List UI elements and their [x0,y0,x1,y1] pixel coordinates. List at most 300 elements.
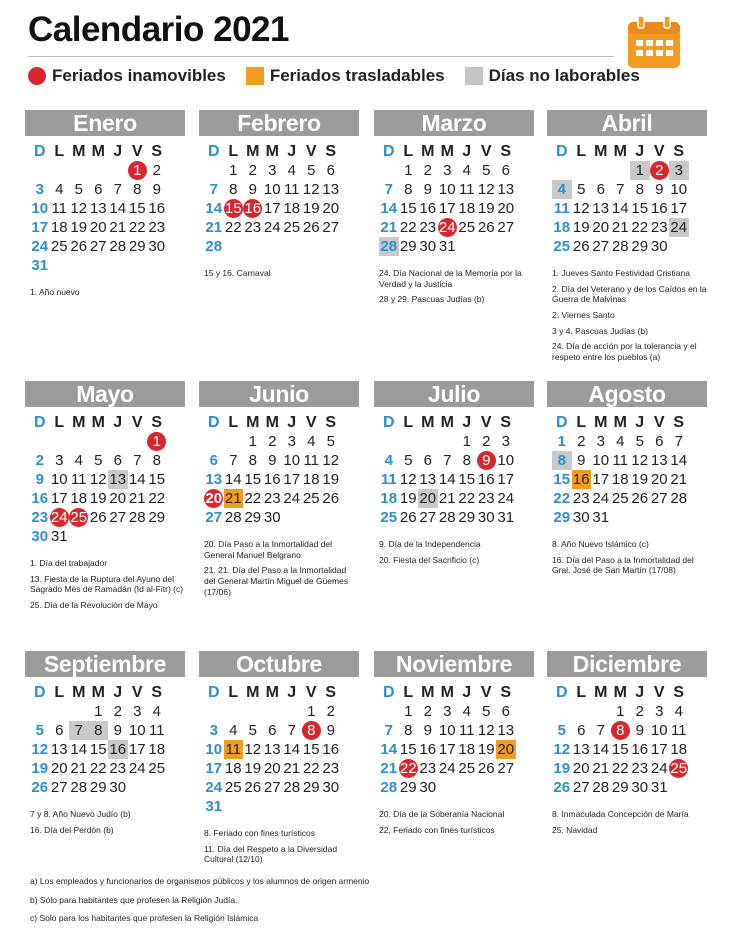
day-cell: 13 [419,471,437,488]
weekday-header: M [440,414,454,431]
day-cell: 21 [205,219,223,236]
weekday-header: M [72,143,86,160]
day-cell: 11 [612,452,629,469]
day-cell: 26 [322,490,340,507]
day-cell: 6 [326,162,335,179]
day-cell: 3 [209,722,218,739]
empty-cell [108,161,128,180]
day-cell: 1 [147,432,167,451]
day-cell: 5 [94,452,103,469]
weekday-header: M [246,684,260,701]
day-cell: 14 [109,200,127,217]
day-cell: 1 [630,161,650,180]
weekday-header: D [555,143,568,160]
day-cell: 22 [631,219,649,236]
day-cell: 2 [635,703,644,720]
weekday-header: M [613,684,627,701]
empty-cell [552,161,572,180]
day-cell: 21 [109,219,127,236]
day-cell: 23 [419,760,437,777]
day-cell: 1 [462,433,471,450]
empty-cell [50,702,70,721]
empty-cell [30,702,50,721]
weekday-header: D [33,143,46,160]
weekday-header: L [54,684,65,701]
day-cell: 22 [302,760,320,777]
weekday-header: M [613,414,627,431]
day-cell: 16 [322,741,340,758]
month-name: Abril [547,110,707,136]
day-cell: 5 [326,433,335,450]
month-name: Enero [25,110,185,136]
day-cell: 3 [133,703,142,720]
day-cell: 5 [404,452,413,469]
day-cell: 22 [458,490,476,507]
day-cell: 17 [497,471,515,488]
day-cell: 26 [89,509,107,526]
weekday-header: J [287,414,297,431]
holiday-notes [379,268,534,305]
day-cell: 22 [399,219,417,236]
weekday-header: J [113,414,123,431]
day-cell: 30 [631,779,649,796]
weekday-header: M [246,143,260,160]
day-cell: 29 [399,779,417,796]
day-cell: 17 [650,741,668,758]
day-cell: 15 [89,741,107,758]
day-cell: 7 [113,181,122,198]
day-cell: 5 [577,181,586,198]
day-cell: 11 [283,181,300,198]
day-cell: 4 [287,162,296,179]
weekday-header: V [305,684,317,701]
day-cell: 18 [553,219,571,236]
calendar-icon [626,14,682,70]
holiday-note: 20. Día Paso a la Inmortalidad del General Manuel Belgrano [204,539,333,560]
holiday-note: 15 y 16. Carnaval [204,268,271,278]
day-cell: 14 [670,452,688,469]
month-julio [374,381,534,570]
day-cell: 19 [89,490,107,507]
day-cell: 28 [592,779,610,796]
day-cell: 25 [670,760,688,777]
day-cell: 17 [670,200,688,217]
day-cell: 23 [31,509,49,526]
day-cell: 1 [307,703,316,720]
day-cell: 9 [423,181,432,198]
empty-cell [204,702,224,721]
day-cell: 9 [113,722,122,739]
day-cell: 30 [31,528,49,545]
month-name: Julio [374,381,534,407]
day-cell: 15 [244,471,262,488]
day-cell: 15 [399,200,417,217]
day-cell: 16 [477,471,495,488]
day-cell: 6 [209,452,218,469]
day-cell: 21 [70,760,88,777]
day-cell: 15 [631,200,649,217]
day-cell: 12 [572,200,590,217]
day-cell: 17 [263,200,281,217]
day-cell: 4 [384,452,393,469]
day-cell: 7 [384,722,393,739]
day-cell: 14 [611,200,629,217]
day-cell: 27 [572,779,590,796]
day-cell: 15 [553,471,571,488]
day-cell: 11 [458,181,475,198]
empty-cell [204,161,224,180]
day-cell: 9 [248,181,257,198]
day-cell: 16 [31,490,49,507]
day-cell: 3 [35,181,44,198]
holiday-note: 16. Día del Perdón (b) [30,824,114,835]
day-cell: 20 [50,760,68,777]
day-cell: 3 [596,433,605,450]
day-cell: 26 [31,779,49,796]
day-cell: 10 [438,181,456,198]
day-cell: 19 [302,200,320,217]
month-name: Junio [199,381,359,407]
weekday-header: S [500,143,512,160]
day-cell: 24 [438,760,456,777]
day-grid [204,142,359,256]
day-cell: 19 [70,219,88,236]
day-cell: 9 [423,722,432,739]
weekday-header: L [228,414,239,431]
day-cell: 15 [302,741,320,758]
month-name: Mayo [25,381,185,407]
day-cell: 17 [50,490,68,507]
day-cell: 16 [572,471,590,488]
day-cell: 3 [501,433,510,450]
day-cell: 18 [380,490,398,507]
day-cell: 28 [224,509,242,526]
holiday-note: 1. Día del trabajador [30,558,108,568]
day-cell: 13 [497,181,515,198]
weekday-header: J [113,684,123,701]
weekday-header: J [462,414,472,431]
weekday-header: V [480,414,492,431]
day-cell: 13 [572,741,590,758]
empty-cell [379,702,399,721]
empty-cell [50,161,70,180]
holiday-note: 11. Día del Respeto a la Diversidad Cultural (12/10) [204,843,338,865]
day-cell: 26 [70,238,88,255]
day-cell: 31 [31,257,49,274]
page-title: Calendario 2021 [28,10,289,49]
orange-square-swatch [246,67,264,85]
day-cell: 31 [205,798,223,815]
empty-cell [30,432,50,451]
month-mayo [25,381,185,616]
day-cell: 1 [404,703,413,720]
holiday-notes [552,539,707,576]
day-cell: 21 [224,490,242,507]
weekday-header: M [440,143,454,160]
day-cell: 15 [458,471,476,488]
day-cell: 24 [283,490,301,507]
day-cell: 30 [477,509,495,526]
day-cell: 20 [205,490,223,507]
day-cell: 11 [553,200,570,217]
weekday-header: M [265,414,279,431]
day-cell: 2 [577,433,586,450]
day-cell: 15 [224,200,242,217]
weekday-header: L [403,684,414,701]
day-cell: 25 [224,779,242,796]
weekday-header: J [462,684,472,701]
day-cell: 28 [438,509,456,526]
day-cell: 27 [263,779,281,796]
day-cell: 16 [419,200,437,217]
footnotes [30,876,369,932]
day-cell: 17 [438,200,456,217]
day-cell: 10 [592,452,610,469]
day-cell: 31 [592,509,610,526]
day-cell: 22 [224,219,242,236]
weekday-header: S [151,684,163,701]
day-cell: 25 [458,219,476,236]
day-cell: 28 [283,779,301,796]
day-cell: 10 [263,181,281,198]
empty-cell [572,161,592,180]
month-enero [25,110,185,303]
weekday-header: M [613,143,627,160]
empty-cell [611,161,631,180]
day-cell: 16 [244,200,262,217]
day-cell: 31 [497,509,515,526]
month-name: Agosto [547,381,707,407]
day-grid [552,142,707,256]
day-cell: 17 [205,760,223,777]
empty-cell [204,432,224,451]
day-cell: 23 [650,219,668,236]
weekday-header: D [33,684,46,701]
day-cell: 29 [148,509,166,526]
month-diciembre [547,651,707,840]
empty-cell [591,702,611,721]
day-cell: 7 [229,452,238,469]
day-cell: 4 [462,162,471,179]
holiday-notes [204,268,359,279]
holiday-note: 28 y 29. Pascuas Judías (b) [379,294,485,305]
day-cell: 2 [326,703,335,720]
day-cell: 12 [477,722,495,739]
day-cell: 21 [592,760,610,777]
day-cell: 8 [152,452,161,469]
day-cell: 5 [74,181,83,198]
day-cell: 1 [616,703,625,720]
day-cell: 1 [404,162,413,179]
day-cell: 22 [399,760,417,777]
day-cell: 23 [148,219,166,236]
day-cell: 14 [128,471,146,488]
day-cell: 6 [577,722,586,739]
day-cell: 30 [263,509,281,526]
day-grid [379,142,534,256]
day-cell: 5 [248,722,257,739]
day-cell: 6 [655,433,664,450]
day-cell: 24 [670,219,688,236]
month-name: Septiembre [25,651,185,677]
month-febrero [199,110,359,284]
day-cell: 16 [263,471,281,488]
footnote: c) Solo para los habitantes que profesen la Religión Islámica [30,913,259,924]
month-name: Noviembre [374,651,534,677]
legend-item-trasladables [246,66,445,86]
empty-cell [89,161,109,180]
day-cell: 9 [35,471,44,488]
day-cell: 30 [419,238,437,255]
day-cell: 3 [268,162,277,179]
holiday-notes [30,809,185,835]
day-cell: 20 [497,741,515,758]
day-cell: 11 [225,741,242,758]
holiday-note: 25. Navidad [552,824,598,835]
month-name: Diciembre [547,651,707,677]
month-septiembre [25,651,185,840]
weekday-header: D [382,684,395,701]
day-cell: 28 [670,490,688,507]
day-cell: 3 [287,433,296,450]
day-cell: 6 [596,181,605,198]
day-cell: 8 [229,181,238,198]
weekday-header: D [382,143,395,160]
weekday-header: M [594,684,608,701]
day-cell: 2 [482,433,491,450]
day-cell: 9 [635,722,644,739]
day-cell: 29 [611,779,629,796]
day-cell: 19 [399,490,417,507]
legend-item-no-laborables [465,66,640,86]
day-cell: 8 [248,452,257,469]
weekday-header: S [325,414,337,431]
holiday-note: 24. Día de acción por la tolerancia y el respeto entre los pueblos (a) [552,341,697,362]
day-cell: 29 [553,509,571,526]
day-cell: 12 [322,452,340,469]
day-cell: 8 [611,721,631,740]
holiday-note: 21. 21. Día del Paso a la Inmortalidad del General Martín Miguel de Güemes (17/06) [204,565,349,597]
day-cell: 23 [631,760,649,777]
month-name: Marzo [374,110,534,136]
empty-cell [224,432,244,451]
day-cell: 2 [248,162,257,179]
weekday-header: D [555,414,568,431]
day-cell: 14 [380,741,398,758]
day-cell: 24 [592,490,610,507]
day-cell: 24 [438,219,456,236]
weekday-header: V [131,143,143,160]
day-grid [552,683,707,797]
day-cell: 6 [55,722,64,739]
day-cell: 4 [616,433,625,450]
day-cell: 25 [283,219,301,236]
day-cell: 8 [89,721,109,740]
day-cell: 27 [50,779,68,796]
weekday-header: M [421,414,435,431]
holiday-note: 1. Jueves Santo Festividad Cristiana [552,268,690,278]
holiday-note: 2. Viernes Santo [552,309,615,320]
weekday-header: L [54,414,65,431]
day-cell: 11 [303,452,320,469]
day-cell: 11 [70,471,87,488]
day-cell: 29 [128,238,146,255]
red-dot-swatch [28,67,46,85]
holiday-note: 13. Fiesta de la Ruptura del Ayuno del Sagrado Mes de Ramadán (Id al-Fitr) (c) [30,573,184,595]
title-divider [28,56,614,57]
day-cell: 7 [674,433,683,450]
day-cell: 7 [384,181,393,198]
day-cell: 28 [109,238,127,255]
day-cell: 20 [322,200,340,217]
day-cell: 10 [497,452,515,469]
day-cell: 4 [152,703,161,720]
weekday-header: D [33,414,46,431]
day-grid [552,413,707,527]
day-cell: 27 [419,509,437,526]
day-cell: 6 [501,703,510,720]
holiday-notes [30,287,185,298]
day-cell: 18 [670,741,688,758]
weekday-header: S [673,414,685,431]
weekday-header: S [151,143,163,160]
day-cell: 24 [650,760,668,777]
day-cell: 10 [670,181,688,198]
weekday-header: S [325,143,337,160]
empty-cell [30,161,50,180]
day-cell: 21 [670,471,688,488]
day-cell: 10 [31,200,49,217]
day-cell: 22 [553,490,571,507]
weekday-header: L [228,143,239,160]
day-cell: 4 [462,703,471,720]
day-cell: 26 [553,779,571,796]
empty-cell [263,702,283,721]
empty-cell [128,432,148,451]
day-cell: 2 [113,703,122,720]
day-cell: 17 [283,471,301,488]
day-cell: 21 [380,219,398,236]
day-cell: 6 [94,181,103,198]
day-cell: 1 [128,161,148,180]
day-cell: 28 [128,509,146,526]
day-cell: 26 [244,779,262,796]
day-cell: 17 [592,471,610,488]
day-cell: 27 [650,490,668,507]
day-cell: 8 [404,181,413,198]
day-cell: 30 [572,509,590,526]
day-cell: 8 [552,451,572,470]
day-cell: 22 [611,760,629,777]
holiday-note: 2. Día del Veterano y de los Caídos en la Guerra de Malvinas [552,283,707,305]
day-cell: 26 [631,490,649,507]
holiday-note: 9. Día de la Independencia [379,539,481,549]
empty-cell [69,432,89,451]
day-cell: 1 [229,162,238,179]
weekday-header: M [72,414,86,431]
holiday-note: 20. Día de la Soberanía Nacional [379,809,505,819]
day-cell: 10 [205,741,223,758]
day-cell: 11 [148,722,165,739]
day-cell: 9 [326,722,335,739]
holiday-notes [379,539,534,565]
day-cell: 26 [477,760,495,777]
day-cell: 20 [650,471,668,488]
day-cell: 18 [50,219,68,236]
day-grid [30,413,185,546]
weekday-header: D [555,684,568,701]
day-cell: 6 [113,452,122,469]
